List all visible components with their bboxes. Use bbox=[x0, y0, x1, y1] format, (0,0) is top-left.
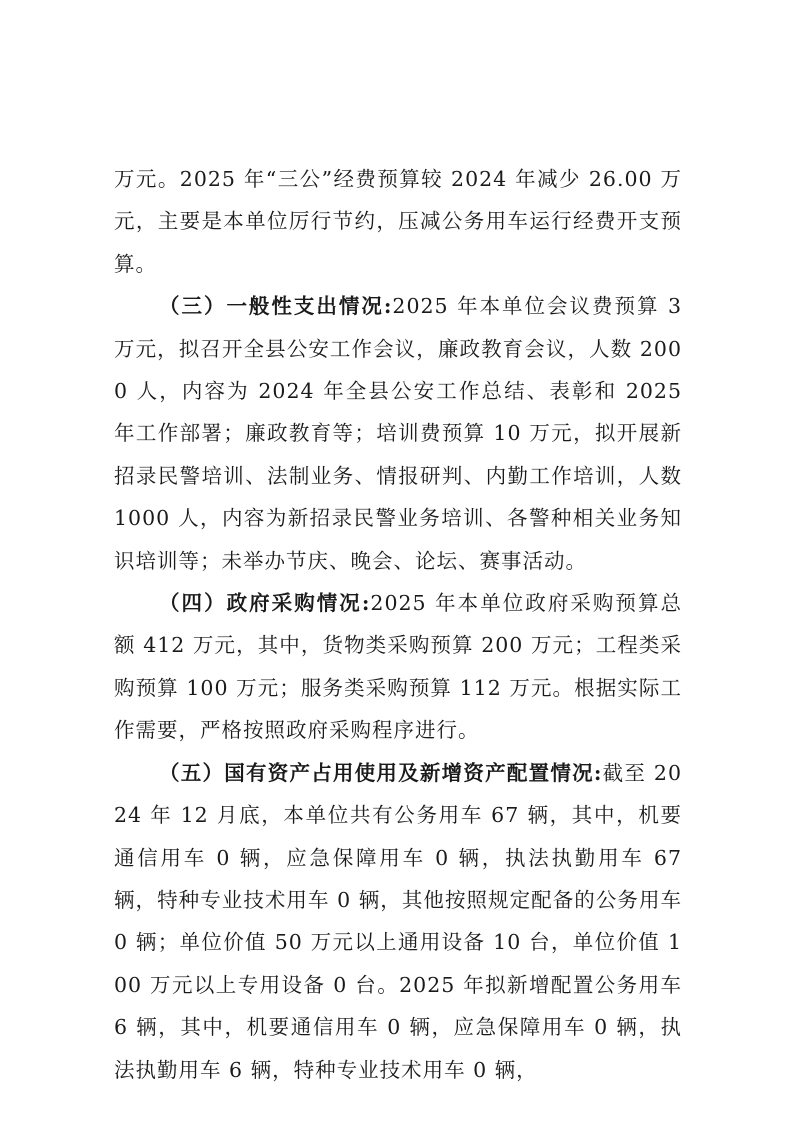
section-heading-four: （四）政府采购情况: bbox=[159, 591, 371, 616]
section-heading-three: （三）一般性支出情况: bbox=[159, 294, 393, 319]
paragraph-text: 2025 年本单位政府采购预算总额 412 万元，其中，货物类采购预算 200 万元；工程类采购预算 100 万元；服务类采购预算 112 万元。根据实际工作需要，严格按照政府采购程序进行。 bbox=[114, 591, 682, 743]
paragraph-government-procurement bbox=[114, 582, 682, 752]
paragraph-text: 万元。2025 年“三公”经费预算较 2024 年减少 26.00 万元，主要是本单位厉行节约，压减公务用车运行经费开支预算。 bbox=[114, 167, 682, 276]
paragraph-state-assets bbox=[114, 752, 682, 1091]
paragraph-general-expenditure bbox=[114, 285, 682, 582]
paragraph-text: 2025 年本单位会议费预算 3 万元，拟召开全县公安工作会议，廉政教育会议，人数 2000 人，内容为 2024 年全县公安工作总结、表彰和 2025 年工作部署；廉政教育等；培训费预算 10 万元，拟开展新招录民警培训、法制业务、情报研判、内勤工作培训，人数 1000 人，内容为新招录民警业务培训、各警种相关业务知识培训等；未举办节庆、晚会、论坛、赛事活动。 bbox=[114, 294, 682, 573]
paragraph-text: 截至 2024 年 12 月底，本单位共有公务用车 67 辆，其中，机要通信用车 0 辆，应急保障用车 0 辆，执法执勤用车 67 辆，特种专业技术用车 0 辆，其他按照规定配备的公务用车 0 辆；单位价值 50 万元以上通用设备 10 台，单位价值 100 万元以上专用设备 0 台。2025 年拟新增配置公务用车 6 辆，其中，机要通信用车 0 辆，应急保障用车 0 辆，执法执勤用车 6 辆，特种专业技术用车 0 辆， bbox=[114, 760, 682, 1082]
section-heading-five: （五）国有资产占用使用及新增资产配置情况: bbox=[159, 760, 603, 785]
paragraph-sangong-summary bbox=[114, 158, 682, 285]
